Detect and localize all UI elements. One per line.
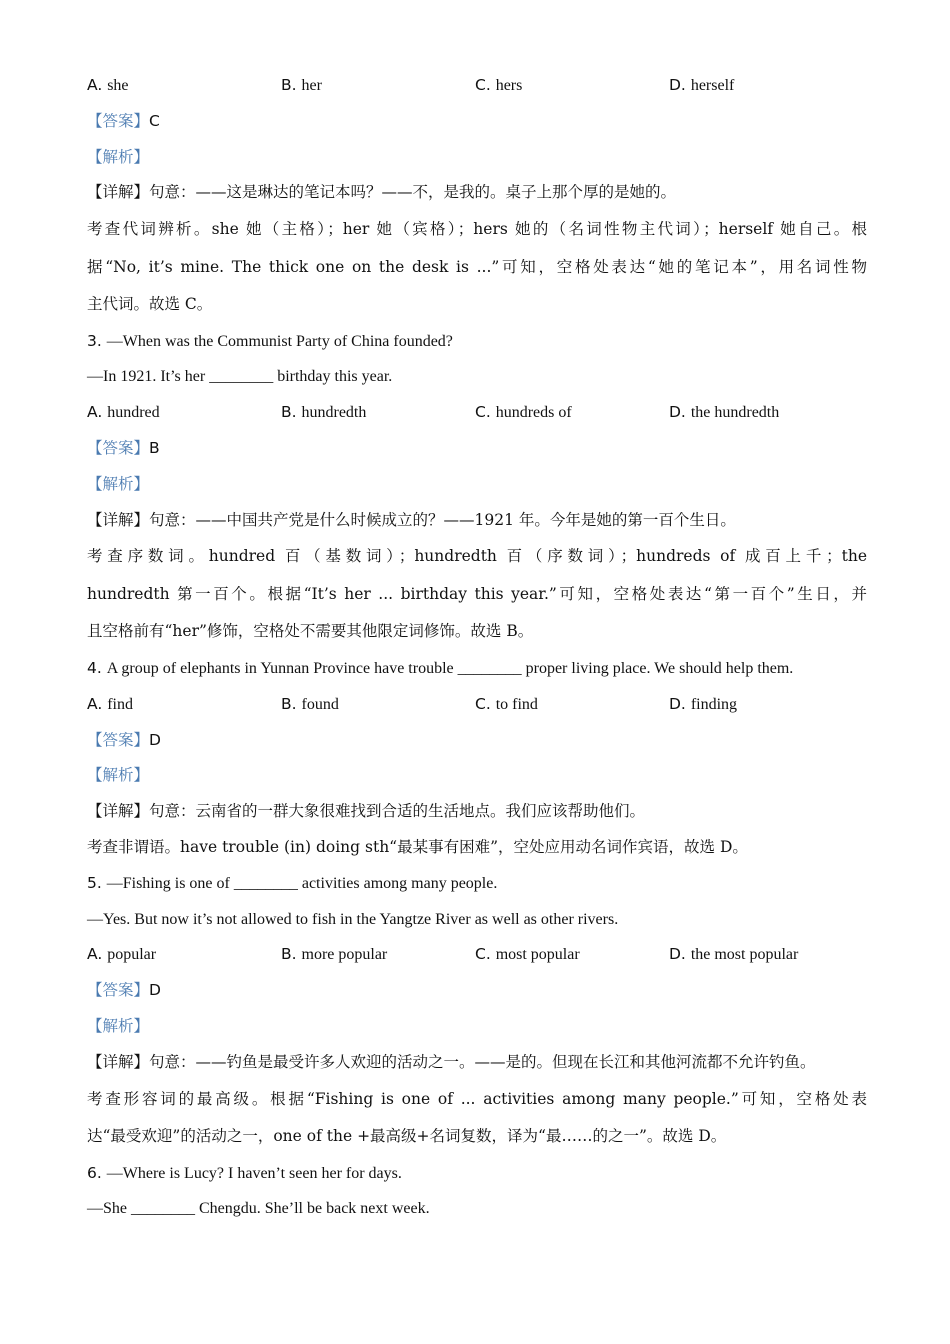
q4-option-a [87, 687, 281, 723]
analysis-label: 【解析】 [87, 147, 150, 166]
question-number: 3. [87, 331, 102, 350]
option-letter: A. [87, 76, 103, 94]
question-text: —She ________ Chengdu. She’ll be back next week. [87, 1200, 430, 1218]
answer-value: B [149, 439, 160, 458]
q3-option-b [281, 395, 475, 431]
q2-explain-line-1: 考查代词辨析。she 她（主格）；her 她（宾格）；hers 她的（名词性物主代词）；herself 她自己。根 [87, 220, 867, 239]
q2-detail: 【详解】句意：——这是琳达的笔记本吗？——不，是我的。桌子上那个厚的是她的。 [87, 183, 677, 202]
q2-option-b [281, 68, 475, 104]
answer-value: D [149, 730, 161, 749]
option-letter: D. [669, 76, 686, 94]
q4-option-b [281, 687, 475, 723]
question-text: —When was the Communist Party of China founded? [106, 332, 453, 350]
q5-explain-line-2: 达“最受欢迎”的活动之一，one of the +最高级+名词复数，译为“最……的之一”。故选 D。 [87, 1127, 727, 1146]
question-number: 4. [87, 658, 102, 677]
q6-prompt-line-2 [87, 1191, 867, 1227]
option-letter: C. [475, 403, 491, 422]
option-letter: C. [475, 76, 491, 94]
answer-label: 【答案】 [87, 730, 150, 749]
q3-answer [87, 431, 867, 467]
option-text: finding [690, 695, 738, 713]
option-letter: D. [669, 403, 686, 422]
option-text: found [301, 695, 339, 713]
option-letter: A. [87, 694, 103, 713]
option-letter: A. [87, 403, 103, 422]
option-text: the hundredth [690, 404, 780, 422]
option-text: find [107, 695, 133, 713]
q6-prompt-line-1 [87, 1156, 867, 1192]
q3-explain-line-2: hundredth 第一百个。根据“It’s her ... birthday this year.”可知，空格处表达“第一百个”生日，并 [87, 584, 867, 603]
q3-prompt-line-1 [87, 324, 867, 360]
option-text: hundreds of [495, 404, 572, 422]
option-letter: B. [281, 945, 297, 964]
analysis-label: 【解析】 [87, 766, 150, 785]
option-letter: C. [475, 694, 491, 713]
q3-detail: 【详解】句意：——中国共产党是什么时候成立的？——1921 年。今年是她的第一百个生日。 [87, 510, 736, 529]
q5-analysis-heading [87, 1009, 867, 1045]
option-text: to find [495, 695, 538, 713]
question-text: —Yes. But now it’s not allowed to fish in the Yangtze River as well as other rivers. [87, 910, 619, 928]
q4-detail: 【详解】句意：云南省的一群大象很难找到合适的生活地点。我们应该帮助他们。 [87, 802, 646, 821]
q4-prompt-line-1 [87, 651, 867, 687]
answer-label: 【答案】 [87, 981, 150, 1000]
option-letter: D. [669, 945, 686, 964]
q4-answer [87, 723, 867, 759]
answer-label: 【答案】 [87, 111, 150, 130]
q4-option-d [669, 687, 863, 723]
q5-options [87, 937, 867, 973]
document-page [87, 68, 867, 1227]
option-text: hers [495, 77, 523, 94]
q2-analysis-heading [87, 140, 867, 176]
q2-option-d [669, 68, 863, 104]
option-text: the most popular [690, 946, 799, 964]
q5-prompt-line-2 [87, 902, 867, 938]
question-text: —Where is Lucy? I haven’t seen her for days. [106, 1164, 402, 1182]
option-text: hundred [107, 404, 160, 422]
question-number: 5. [87, 873, 102, 892]
analysis-label: 【解析】 [87, 474, 150, 493]
q3-options [87, 395, 867, 431]
option-text: more popular [301, 946, 388, 964]
option-text: hundredth [301, 404, 367, 422]
q2-options [87, 68, 867, 104]
q3-prompt-line-2 [87, 359, 867, 395]
q3-explain-line-1: 考查序数词。hundred 百（基数词）；hundredth 百（序数词）；hundreds of 成百上千；the [87, 547, 867, 566]
question-text: A group of elephants in Yunnan Province have trouble ________ proper living place. We should help them. [106, 659, 794, 677]
option-letter: C. [475, 945, 491, 964]
option-text: popular [107, 946, 157, 964]
q5-detail: 【详解】句意：——钓鱼是最受许多人欢迎的活动之一。——是的。但现在长江和其他河流都不允许钓鱼。 [87, 1052, 816, 1071]
option-text: most popular [495, 946, 580, 964]
q3-option-a [87, 395, 281, 431]
q3-option-d [669, 395, 863, 431]
q5-explain-line-1: 考查形容词的最高级。根据“Fishing is one of ... activities among many people.”可知，空格处表 [87, 1089, 867, 1108]
option-letter: B. [281, 694, 297, 713]
analysis-label: 【解析】 [87, 1016, 150, 1035]
answer-value: D [149, 981, 161, 1000]
question-number: 6. [87, 1163, 102, 1182]
q5-option-b [281, 937, 475, 973]
question-text: —Fishing is one of ________ activities among many people. [106, 874, 498, 892]
q4-options [87, 687, 867, 723]
q3-option-c [475, 395, 669, 431]
option-letter: D. [669, 694, 686, 713]
q2-explain-line-2: 据“No, it’s mine. The thick one on the desk is ...”可知，空格处表达“她的笔记本”，用名词性物 [87, 257, 867, 276]
answer-value: C [149, 111, 160, 130]
q4-option-c [475, 687, 669, 723]
q3-analysis-heading [87, 467, 867, 503]
q5-option-c [475, 937, 669, 973]
q2-explain-line-3: 主代词。故选 C。 [87, 295, 213, 314]
q5-option-a [87, 937, 281, 973]
q5-prompt-line-1 [87, 866, 867, 902]
option-letter: A. [87, 945, 103, 964]
option-text: she [107, 77, 129, 94]
q3-explain-line-3: 且空格前有“her”修饰，空格处不需要其他限定词修饰。故选 B。 [87, 622, 534, 641]
option-text: her [301, 77, 322, 94]
question-text: —In 1921. It’s her ________ birthday this year. [87, 368, 393, 386]
q5-answer [87, 973, 867, 1009]
q2-answer [87, 104, 867, 140]
option-letter: B. [281, 76, 297, 94]
q4-explain-line-1: 考查非谓语。have trouble (in) doing sth“最某事有困难”，空处应用动名词作宾语，故选 D。 [87, 837, 748, 856]
q2-option-c [475, 68, 669, 104]
option-letter: B. [281, 403, 297, 422]
q4-analysis-heading [87, 758, 867, 794]
answer-label: 【答案】 [87, 439, 150, 458]
option-text: herself [690, 77, 735, 94]
q2-option-a [87, 68, 281, 104]
q5-option-d [669, 937, 863, 973]
